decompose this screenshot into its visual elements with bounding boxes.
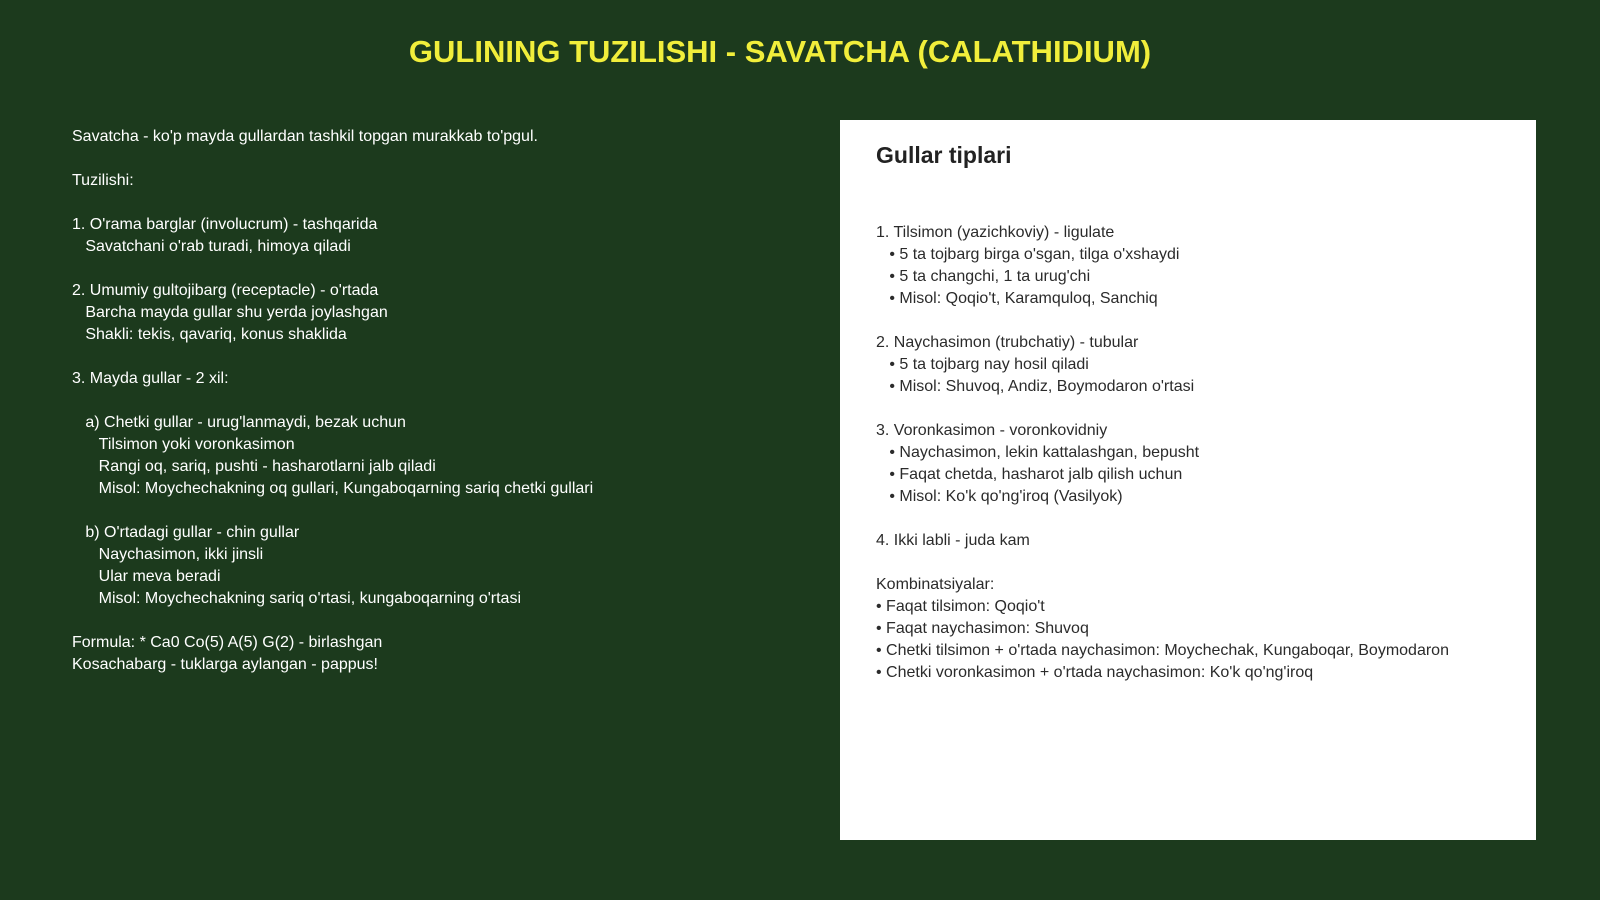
flower-types-card xyxy=(840,120,1536,840)
left-text-block: Savatcha - ko'p mayda gullardan tashkil topgan murakkab to'pgul. Tuzilishi: 1. O'rama barglar (involucrum) - tashqarida Savatchani o'rab turadi, himoya qiladi 2. Umumiy gultojibarg (receptacle) - o'rtada Barcha mayda gullar shu yerda joylashgan Shakli: tekis, qavariq, konus shaklida 3. Mayda gullar - 2 xil: a) Chetki gullar - urug'lanmaydi, bezak uchun Tilsimon yoki voronkasimon Rangi oq, sariq, pushti - hasharotlarni jalb qiladi Misol: Moychechakning oq gullari, Kungaboqarning sariq chetki gullari b) O'rtadagi gullar - chin gullar Naychasimon, ikki jinsli Ular meva beradi Misol: Moychechakning sariq o'rtasi, kungaboqarning o'rtasi Formula: * Ca0 Co(5) A(5) G(2) - birlashgan Kosachabarg - tuklarga aylangan - pappus! xyxy=(72,128,594,673)
card-text-block: 1. Tilsimon (yazichkoviy) - ligulate • 5 ta tojbarg birga o'sgan, tilga o'xshaydi • 5 ta changchi, 1 ta urug'chi • Misol: Qoqio't, Karamquloq, Sanchiq 2. Naychasimon (trubchatiy) - tubular • 5 ta tojbarg nay hosil qiladi • Misol: Shuvoq, Andiz, Boymodaron o'rtasi 3. Voronkasimon - voronkovidniy • Naychasimon, lekin kattalashgan, bepusht • Faqat chetda, hasharot jalb qilish uchun • Misol: Ko'k qo'ng'iroq (Vasilyok) 4. Ikki labli - juda kam Kombinatsiyalar: • Faqat tilsimon: Qoqio't • Faqat naychasimon: Shuvoq • Chetki tilsimon + o'rtada naychasimon: Moychechak, Kungaboqar, Boymodaron • Chetki voronkasimon + o'rtada naychasimon: Ko'k qo'ng'iroq xyxy=(876,224,1449,681)
card-title: Gullar tiplari xyxy=(876,142,1012,168)
slide-title: GULINING TUZILISHI - SAVATCHA (CALATHIDIUM) xyxy=(408,34,1152,69)
